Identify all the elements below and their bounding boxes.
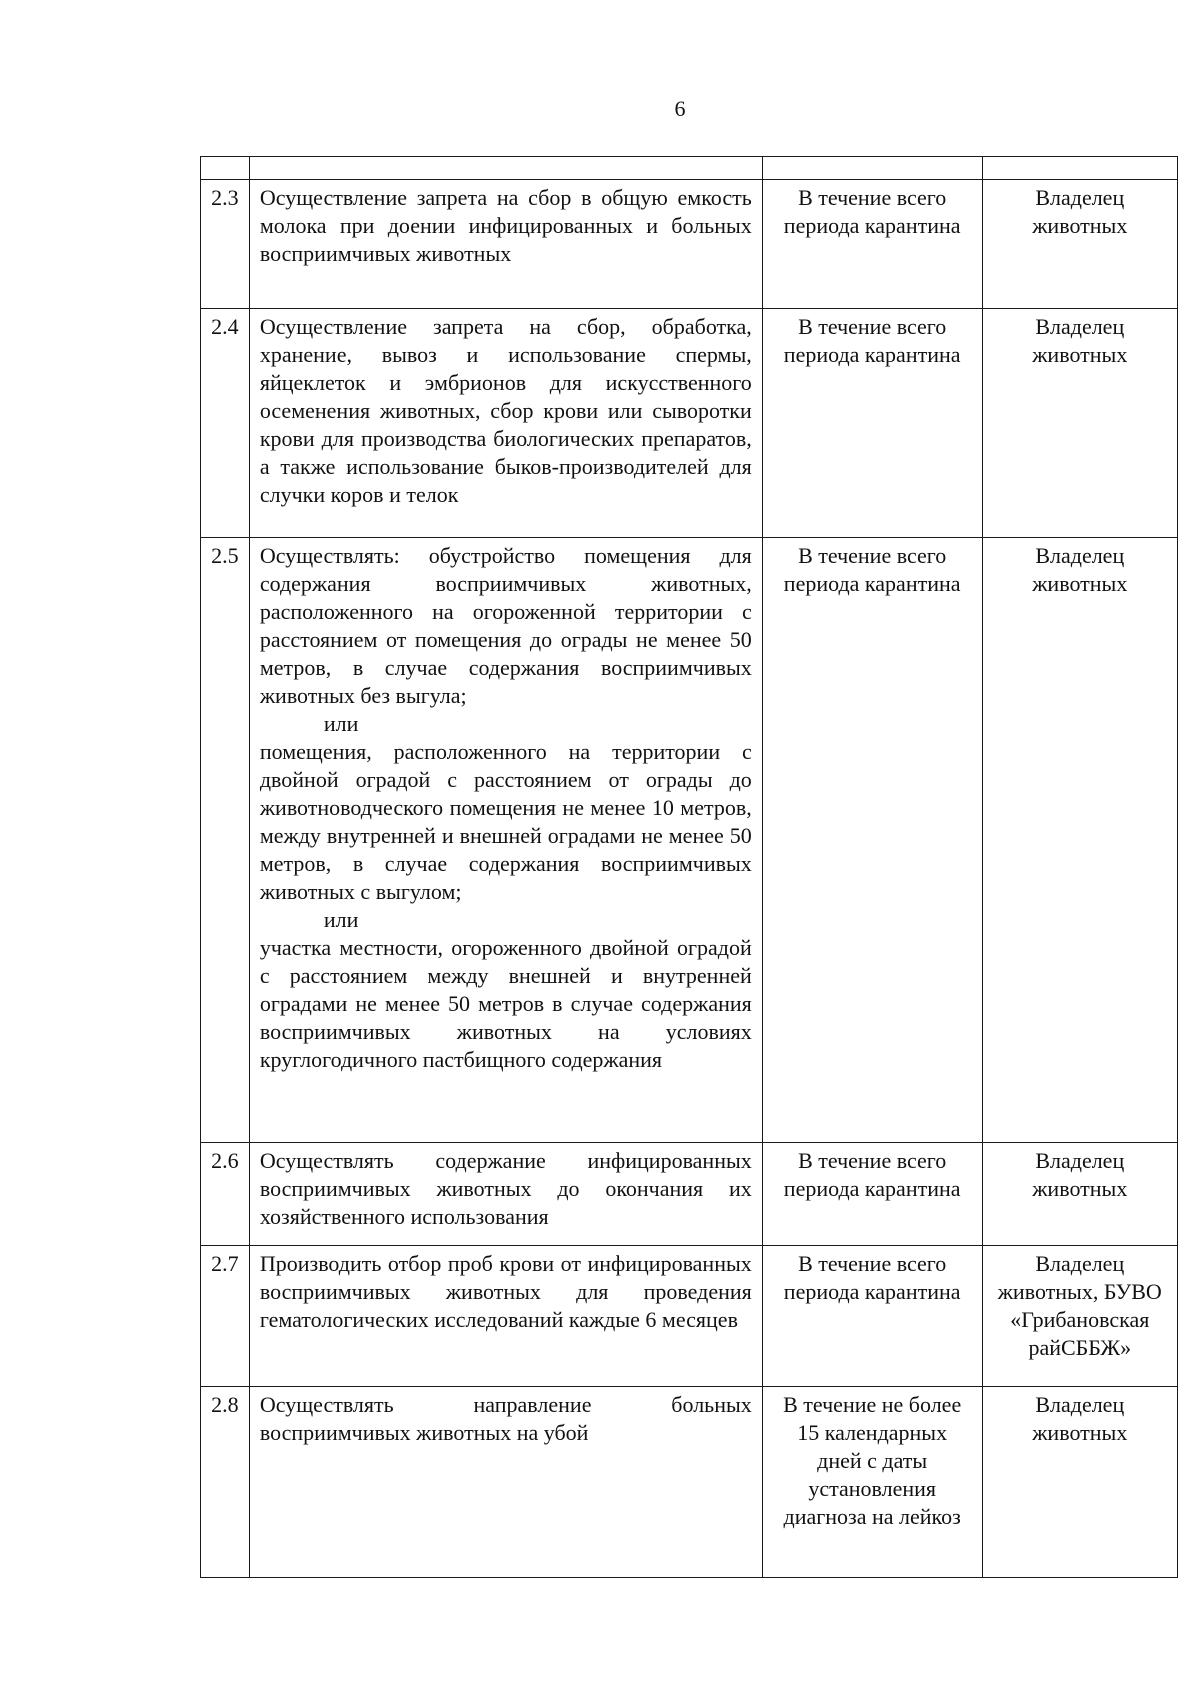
row-number: 2.3 bbox=[201, 180, 250, 309]
row-number: 2.7 bbox=[201, 1246, 250, 1387]
header-cell bbox=[982, 157, 1177, 180]
term-cell: В течение всего периода карантина bbox=[762, 180, 982, 309]
action-cell bbox=[249, 538, 762, 1143]
action-cell bbox=[249, 1246, 762, 1387]
term-cell: В течение всего периода карантина bbox=[762, 1246, 982, 1387]
row-number: 2.6 bbox=[201, 1143, 250, 1246]
action-text: Осуществление запрета на сбор в общую емкость молока при доении инфицированных и больных восприимчивых животных bbox=[259, 185, 752, 266]
table-header-row bbox=[201, 157, 1178, 180]
responsible-cell: Владелец животных, БУВО «Грибановская райСББЖ» bbox=[982, 1246, 1177, 1387]
measures-table bbox=[200, 156, 1178, 1578]
row-number: 2.4 bbox=[201, 309, 250, 538]
responsible-cell: Владелец животных bbox=[982, 180, 1177, 309]
term-cell: В течение не более 15 календарных дней с даты установления диагноза на лейкоз bbox=[762, 1387, 982, 1578]
action-text: Производить отбор проб крови от инфицированных восприимчивых животных для проведения гематологических исследований каждые 6 месяцев bbox=[259, 1251, 752, 1332]
action-text: Осуществлять: обустройство помещения для содержания восприимчивых животных, расположенного на огороженной территории с расстоянием от помещения до ограды не менее 50 метров, в случае содержания восприимчивых животных без выгула; bbox=[259, 543, 752, 708]
term-cell: В течение всего периода карантина bbox=[762, 1143, 982, 1246]
action-cell bbox=[249, 1387, 762, 1578]
action-text: Осуществление запрета на сбор, обработка, хранение, вывоз и использование спермы, яйцеклеток и эмбрионов для искусственного осеменения животных, сбор крови или сыворотки крови для производства биологических препаратов, а также использование быков-производителей для случки коров и телок bbox=[259, 314, 752, 507]
action-text: Осуществлять направление больных восприимчивых животных на убой bbox=[259, 1392, 752, 1445]
row-number: 2.8 bbox=[201, 1387, 250, 1578]
header-cell bbox=[201, 157, 250, 180]
responsible-cell: Владелец животных bbox=[982, 1387, 1177, 1578]
term-cell: В течение всего периода карантина bbox=[762, 309, 982, 538]
action-text: помещения, расположенного на территории с двойной оградой с расстоянием от ограды до животноводческого помещения не менее 10 метров, между внутренней и внешней оградами не менее 50 метров, в случае содержания восприимчивых животных с выгулом; bbox=[259, 739, 752, 904]
or-separator: или bbox=[323, 907, 359, 932]
table-row bbox=[201, 538, 1178, 1143]
table-row bbox=[201, 1246, 1178, 1387]
or-separator: или bbox=[323, 711, 359, 736]
table-row bbox=[201, 309, 1178, 538]
responsible-cell: Владелец животных bbox=[982, 538, 1177, 1143]
term-cell: В течение всего периода карантина bbox=[762, 538, 982, 1143]
action-cell bbox=[249, 1143, 762, 1246]
table-row bbox=[201, 1143, 1178, 1246]
page-number: 6 bbox=[674, 96, 686, 121]
action-cell bbox=[249, 180, 762, 309]
responsible-cell: Владелец животных bbox=[982, 309, 1177, 538]
header-cell bbox=[762, 157, 982, 180]
row-number: 2.5 bbox=[201, 538, 250, 1143]
action-text: Осуществлять содержание инфицированных восприимчивых животных до окончания их хозяйственного использования bbox=[259, 1148, 752, 1229]
table-row bbox=[201, 180, 1178, 309]
action-text: участка местности, огороженного двойной оградой с расстоянием между внешней и внутренней оградами не менее 50 метров в случае содержания восприимчивых животных на условиях круглогодичного пастбищного содержания bbox=[259, 935, 752, 1072]
action-cell bbox=[249, 309, 762, 538]
responsible-cell: Владелец животных bbox=[982, 1143, 1177, 1246]
header-cell bbox=[249, 157, 762, 180]
table-row bbox=[201, 1387, 1178, 1578]
